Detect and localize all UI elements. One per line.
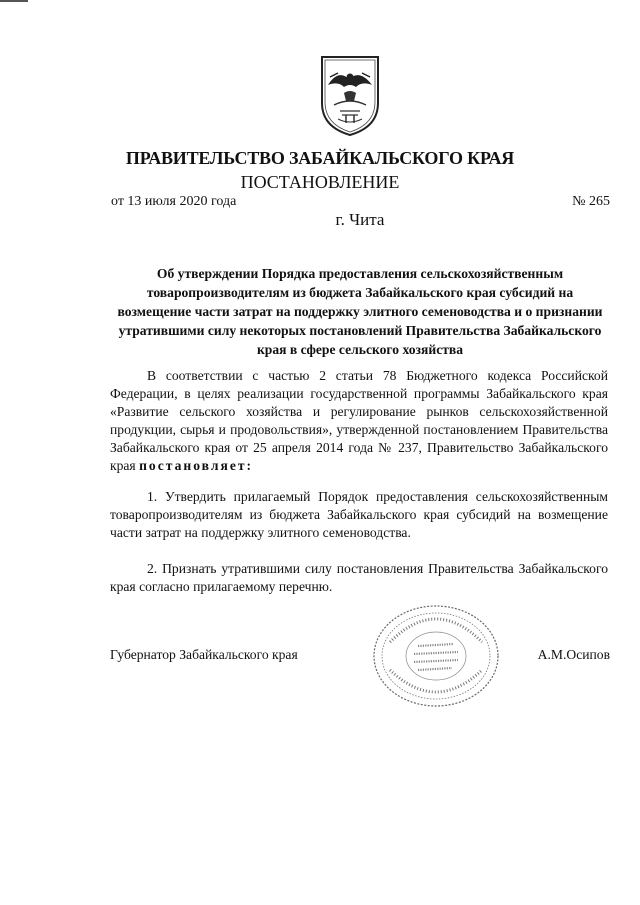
preamble-text: В соответствии с частью 2 статьи 78 Бюджетного кодекса Российской Федерации, в целях реализации государственной программы Забайкальского края «Развитие сельского хозяйства и регулирование рынков сельскохозяйственной продукции, сырья и продовольствия», утвержденной постановлением Правительства Забайкальского края от 25 апреля 2014 года № 237, Правительство Забайкальского края xyxy=(110,368,608,473)
official-seal xyxy=(370,602,502,710)
signatory-position: Губернатор Забайкальского края xyxy=(110,647,298,662)
document-number: № 265 xyxy=(572,194,610,209)
item-2-paragraph: 2. Признать утратившими силу постановления Правительства Забайкальского края согласно прилагаемому перечню. xyxy=(110,561,608,594)
decree-word: постановляет: xyxy=(139,458,254,473)
document-date: от 13 июля 2020 года xyxy=(111,194,237,209)
document-type: ПОСТАНОВЛЕНИЕ xyxy=(240,172,400,192)
scan-corner-mark xyxy=(0,0,28,2)
document-title: Об утверждении Порядка предоставления сельскохозяйственным товаропроизводителям из бюджета Забайкальского края субсидий на возмещение части затрат на поддержку элитного семеноводства и о признании утратившими силу некоторых постановлений Правительства Забайкальского края в сфере сельского хозяйства xyxy=(117,266,603,357)
document-city: г. Чита xyxy=(335,210,385,229)
preamble-paragraph xyxy=(110,367,608,475)
coat-of-arms-icon xyxy=(318,55,382,137)
signatory-name: А.М.Осипов xyxy=(537,647,610,662)
organization-name: ПРАВИТЕЛЬСТВО ЗАБАЙКАЛЬСКОГО КРАЯ xyxy=(125,148,515,168)
item-1-paragraph: 1. Утвердить прилагаемый Порядок предоставления сельскохозяйственным товаропроизводителям из бюджета Забайкальского края субсидий на возмещение части затрат на поддержку элитного семеноводства. xyxy=(110,489,608,540)
